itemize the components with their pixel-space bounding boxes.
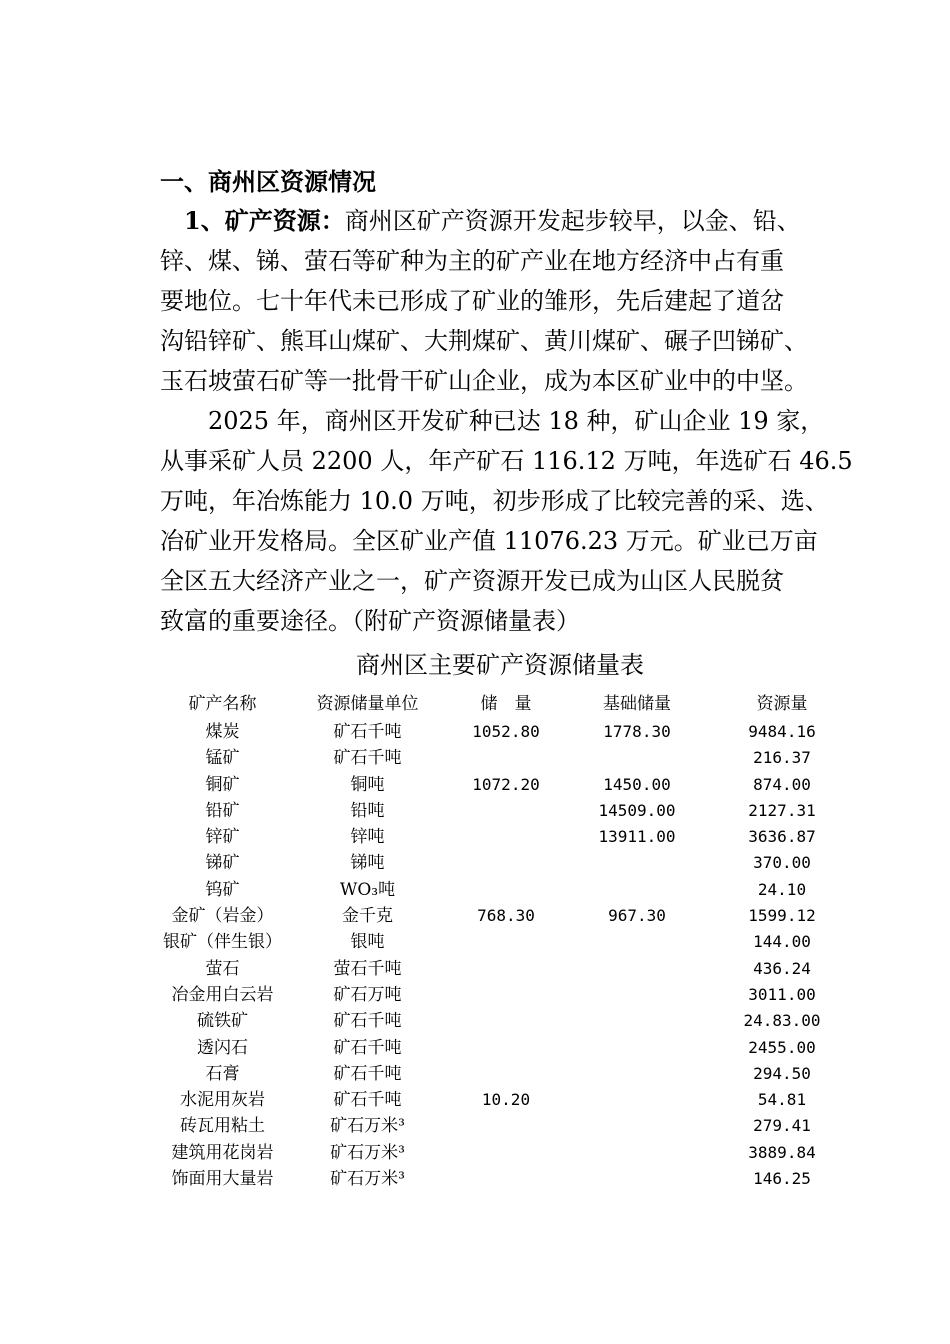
table-cell: 银吨	[350, 932, 385, 953]
table-cell: 铜矿	[205, 774, 240, 795]
table-cell: 967.30	[608, 906, 666, 926]
paragraph-lead: 1、矿产资源：	[184, 206, 345, 235]
table-cell: 锌吨	[350, 827, 385, 848]
table-cell: 24.83.00	[743, 1011, 821, 1031]
paragraph-line: 全区五大经济产业之一，矿产资源开发已成为山区人民脱贫	[160, 567, 784, 595]
table-cell: 874.00	[753, 774, 811, 794]
table-cell: 金千克	[342, 906, 393, 927]
table-cell: 钨矿	[205, 879, 240, 900]
column-header: 储 量	[480, 694, 532, 714]
table-cell	[562, 929, 712, 955]
table-cell: 13911.00	[598, 827, 676, 847]
table-cell	[450, 956, 562, 982]
table-row	[160, 1008, 852, 1034]
table-cell: 萤石千吨	[333, 958, 402, 979]
table-cell: 锑吨	[350, 853, 385, 874]
table-cell	[562, 1061, 712, 1087]
paragraph-mineral-resources	[160, 201, 860, 401]
table-row	[160, 719, 852, 745]
table-cell: 矿石万米³	[330, 1169, 405, 1190]
table-caption: 商州区主要矿产资源储量表	[356, 651, 644, 679]
table-cell: 1052.80	[472, 722, 540, 741]
table-cell	[562, 1166, 712, 1192]
column-header: 矿产名称	[188, 694, 257, 714]
table-cell	[450, 1061, 562, 1087]
table-body	[160, 719, 852, 1192]
table-cell: WO₃吨	[339, 879, 396, 900]
table-cell: 768.30	[477, 906, 535, 926]
table-cell: 透闪石	[197, 1037, 248, 1058]
table-cell: 9484.16	[748, 722, 816, 741]
table-cell: 金矿（岩金）	[171, 906, 274, 927]
table-cell	[450, 1035, 562, 1061]
paragraph-line: 万吨，年冶炼能力 10.0 万吨，初步形成了比较完善的采、选、	[160, 487, 829, 515]
table-row	[160, 877, 852, 903]
table-cell: 矿石千吨	[333, 722, 402, 742]
table-cell	[450, 850, 562, 876]
table-cell	[562, 850, 712, 876]
table-header-row	[160, 689, 852, 719]
table-row	[160, 1061, 852, 1087]
table-cell: 矿石万米³	[330, 1142, 405, 1163]
table-cell	[562, 1087, 712, 1113]
table-cell	[562, 745, 712, 771]
column-header: 资源储量单位	[316, 694, 419, 714]
table-cell	[450, 1166, 562, 1192]
table-cell: 1599.12	[748, 906, 816, 926]
paragraph-line	[160, 201, 860, 241]
table-cell	[562, 1008, 712, 1034]
table-cell: 饰面用大量岩	[171, 1169, 274, 1190]
table-cell: 2455.00	[748, 1037, 816, 1057]
table-row	[160, 956, 852, 982]
column-header: 资源量	[756, 694, 808, 714]
table-cell: 锰矿	[205, 748, 240, 769]
table-cell	[450, 1113, 562, 1139]
table-cell	[450, 1140, 562, 1166]
table-cell: 216.37	[753, 748, 811, 768]
table-cell: 矿石万米³	[330, 1116, 405, 1137]
table-cell: 3889.84	[748, 1142, 816, 1162]
table-row	[160, 1166, 852, 1192]
paragraph-line: 要地位。七十年代未已形成了矿业的雏形，先后建起了道岔	[160, 287, 784, 315]
table-cell	[562, 1113, 712, 1139]
table-cell	[450, 877, 562, 903]
table-cell: 铅吨	[350, 800, 385, 821]
table-cell: 矿石千吨	[333, 748, 402, 769]
table-cell: 54.81	[757, 1090, 807, 1110]
table-cell	[450, 1008, 562, 1034]
table-cell: 建筑用花岗岩	[171, 1142, 274, 1163]
table-cell: 24.10	[757, 879, 807, 899]
table-cell: 萤石	[205, 958, 240, 979]
table-cell: 146.25	[753, 1169, 811, 1189]
table-cell: 3636.87	[748, 827, 816, 847]
table-cell: 144.00	[753, 932, 811, 952]
table-cell	[450, 824, 562, 850]
table-cell: 10.20	[481, 1090, 531, 1110]
table-cell: 294.50	[753, 1063, 811, 1083]
table-row	[160, 982, 852, 1008]
paragraph-text: 商州区矿产资源开发起步较早，以金、铅、	[344, 207, 801, 235]
table-cell: 2127.31	[748, 800, 816, 820]
paragraph-line: 冶矿业开发格局。全区矿业产值 11076.23 万元。矿业已万亩	[160, 527, 818, 555]
table-row	[160, 1140, 852, 1166]
table-cell: 3011.00	[748, 984, 816, 1004]
paragraph-line: 锌、煤、锑、萤石等矿种为主的矿产业在地方经济中占有重	[160, 247, 784, 275]
table-cell	[450, 929, 562, 955]
paragraph-line: 从事采矿人员 2200 人，年产矿石 116.12 万吨，年选矿石 46.5	[160, 447, 853, 475]
table-row	[160, 798, 852, 824]
table-cell: 铜吨	[350, 774, 385, 795]
table-row	[160, 824, 852, 850]
table-cell	[562, 1035, 712, 1061]
table-cell: 砖瓦用粘土	[180, 1116, 265, 1137]
table-row	[160, 745, 852, 771]
table-cell: 1450.00	[603, 774, 671, 794]
column-header: 基础储量	[603, 694, 671, 714]
table-cell: 水泥用灰岩	[180, 1090, 265, 1111]
table-cell: 铅矿	[205, 800, 240, 821]
table-cell: 279.41	[753, 1116, 811, 1136]
table-cell: 石膏	[205, 1063, 240, 1084]
table-cell: 370.00	[753, 853, 811, 873]
section-heading: 一、商州区资源情况	[160, 168, 376, 196]
mineral-reserves-table	[160, 689, 852, 1192]
table-row	[160, 1113, 852, 1139]
paragraph-line: 致富的重要途径。（附矿产资源储量表）	[160, 607, 580, 635]
table-row	[160, 772, 852, 798]
paragraph-line: 沟铅锌矿、熊耳山煤矿、大荆煤矿、黄川煤矿、碾子凹锑矿、	[160, 327, 808, 355]
table-cell	[450, 798, 562, 824]
table-cell: 1778.30	[603, 722, 671, 741]
table-row	[160, 850, 852, 876]
table-cell: 矿石千吨	[333, 1063, 402, 1084]
table-cell: 14509.00	[598, 800, 676, 820]
table-cell: 矿石千吨	[333, 1037, 402, 1058]
table-row	[160, 1035, 852, 1061]
table-row	[160, 929, 852, 955]
table-cell	[562, 1140, 712, 1166]
paragraph-2025-stats	[160, 401, 860, 641]
paragraph-line: 2025 年，商州区开发矿种已达 18 种，矿山企业 19 家，	[208, 407, 825, 435]
table-cell: 冶金用白云岩	[171, 984, 274, 1005]
table-cell	[562, 956, 712, 982]
table-cell: 矿石千吨	[333, 1090, 402, 1111]
table-cell: 矿石千吨	[333, 1011, 402, 1032]
table-cell: 硫铁矿	[197, 1011, 248, 1032]
table-cell	[562, 877, 712, 903]
table-cell	[450, 745, 562, 771]
table-cell	[562, 982, 712, 1008]
table-cell: 矿石万吨	[333, 984, 402, 1005]
paragraph-line: 玉石坡萤石矿等一批骨干矿山企业，成为本区矿业中的中坚。	[160, 367, 808, 395]
table-cell: 锑矿	[205, 853, 240, 874]
table-row	[160, 1087, 852, 1113]
table-cell: 锌矿	[205, 827, 240, 848]
table-cell: 1072.20	[472, 774, 540, 794]
table-cell: 436.24	[753, 958, 811, 978]
table-cell: 煤炭	[205, 722, 240, 742]
table-row	[160, 903, 852, 929]
table-cell: 银矿（伴生银）	[163, 932, 282, 953]
table-cell	[450, 982, 562, 1008]
